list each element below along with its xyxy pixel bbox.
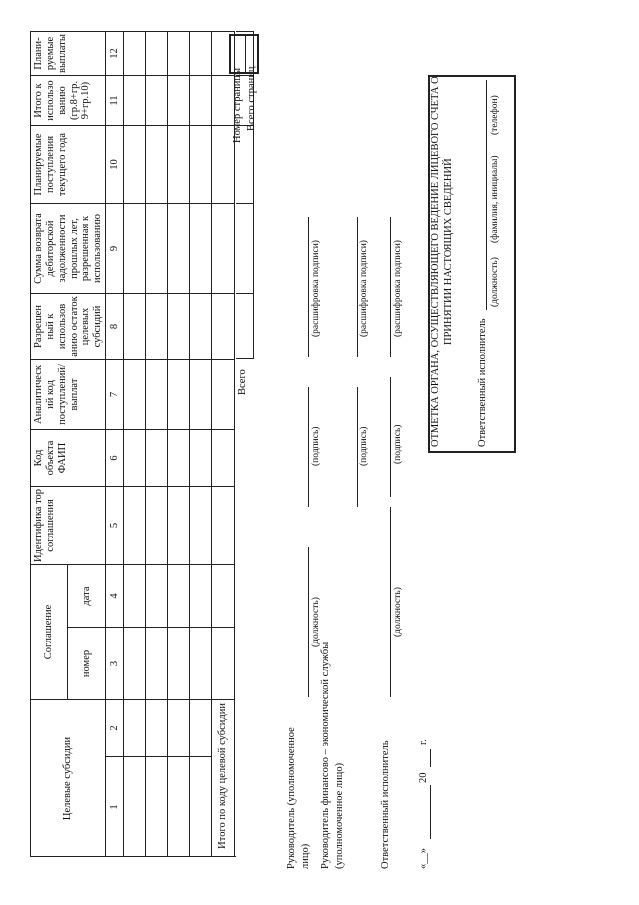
total-label: Всего <box>237 369 248 395</box>
head-position-line[interactable] <box>308 547 309 697</box>
col-num-4: 4 <box>106 564 124 627</box>
col-num-2: 2 <box>106 699 124 756</box>
header-planned-receipts: Планируемые поступления текущего года <box>30 125 106 203</box>
finance-signature-line[interactable] <box>357 387 358 507</box>
executor-signature-line[interactable] <box>390 377 391 497</box>
date-year-line[interactable] <box>430 749 431 767</box>
executor-decryption-line[interactable] <box>390 217 391 357</box>
col-num-7: 7 <box>106 359 124 429</box>
subtotal-row <box>212 31 235 857</box>
executor-label: Ответственный исполнитель <box>380 740 391 869</box>
executor-decryption-caption: (расшифровка подписи) <box>393 240 403 337</box>
stamp-title-line2: ПРИНЯТИИ НАСТОЯЩИХ СВЕДЕНИЙ <box>443 158 454 345</box>
date-prefix: «__» <box>418 848 429 869</box>
col-num-8: 8 <box>106 293 124 359</box>
head-label-line1: Руководитель (уполномоченное <box>286 727 297 869</box>
header-agreement-number: номер <box>68 627 106 699</box>
header-agreement: Соглашение <box>30 564 68 699</box>
header-receivables-return: Сумма возврата дебиторской задолженности прошлых лет, разрешенная к использованию <box>30 203 106 293</box>
stamp-name-caption: (фамилия, инициалы) <box>490 155 500 243</box>
head-label-line2: лицо) <box>300 843 311 869</box>
table-row <box>124 31 146 857</box>
finance-signature-caption: (подпись) <box>359 426 369 466</box>
col-num-12: 12 <box>106 31 124 75</box>
account-body-stamp-box <box>428 75 516 453</box>
table-row <box>146 31 168 857</box>
table-row <box>190 31 212 857</box>
stamp-phone-caption: (телефон) <box>490 95 500 135</box>
head-signature-caption: (подпись) <box>311 426 321 466</box>
page-number-label: Номер страницы <box>232 67 243 143</box>
header-faip-code: Код объекта ФАИП <box>30 429 106 486</box>
executor-position-caption: (должность) <box>393 587 403 637</box>
header-permitted-balance: Разрешен ный к использов анию остаток целевых субсидий <box>30 293 106 359</box>
header-agreement-id: Идентифика тор соглашения <box>30 486 106 564</box>
col-num-5: 5 <box>106 486 124 564</box>
col-num-9: 9 <box>106 203 124 293</box>
head-decryption-line[interactable] <box>308 217 309 357</box>
page-number-box[interactable] <box>229 34 259 74</box>
header-analytic-code: Аналитическ ий код поступлений/ выплат <box>30 359 106 429</box>
header-planned-payments: Плани- руемые выплаты <box>30 31 106 75</box>
header-target-subsidies: Целевые субсидии <box>30 699 106 857</box>
header-total-for-use: Итого к использо ванию (гр.8+гр. 9+гр.10) <box>30 75 106 125</box>
col-num-10: 10 <box>106 125 124 203</box>
stamp-executor-label: Ответственный исполнитель <box>477 318 488 447</box>
finance-decryption-caption: (расшифровка подписи) <box>359 240 369 337</box>
stamp-title-line1: ОТМЕТКА ОРГАНА, ОСУЩЕСТВЛЯЮЩЕГО ВЕДЕНИЕ ЛИЦЕВОГО СЧЕТА О <box>430 76 441 447</box>
date-suffix: г. <box>418 739 429 745</box>
finance-decryption-line[interactable] <box>357 217 358 357</box>
finance-head-line2: (уполномоченное лицо) <box>334 762 345 869</box>
stamp-executor-line[interactable] <box>486 80 487 310</box>
col-num-3: 3 <box>106 627 124 699</box>
column-numbers-row <box>106 31 124 857</box>
stamp-position-caption: (должность) <box>490 257 500 307</box>
head-position-caption: (должность) <box>311 597 321 647</box>
col-num-6: 6 <box>106 429 124 486</box>
total-pages-label: Всего страниц <box>246 66 257 131</box>
executor-position-line[interactable] <box>390 507 391 697</box>
col-num-11: 11 <box>106 75 124 125</box>
col-num-1: 1 <box>106 756 124 857</box>
finance-head-line1: Руководитель финансово – экономической службы <box>320 641 331 869</box>
head-decryption-caption: (расшифровка подписи) <box>311 240 321 337</box>
header-agreement-date: дата <box>68 564 106 627</box>
date-month-line[interactable] <box>430 785 431 839</box>
subtotal-label: Итого по коду целевой субсидии <box>212 699 235 857</box>
head-signature-line[interactable] <box>308 387 309 507</box>
header-subsidy-code-row <box>30 31 106 857</box>
table-row <box>168 31 190 857</box>
date-year: 20 <box>418 772 429 783</box>
total-row <box>236 31 254 857</box>
executor-signature-caption: (подпись) <box>393 424 403 464</box>
